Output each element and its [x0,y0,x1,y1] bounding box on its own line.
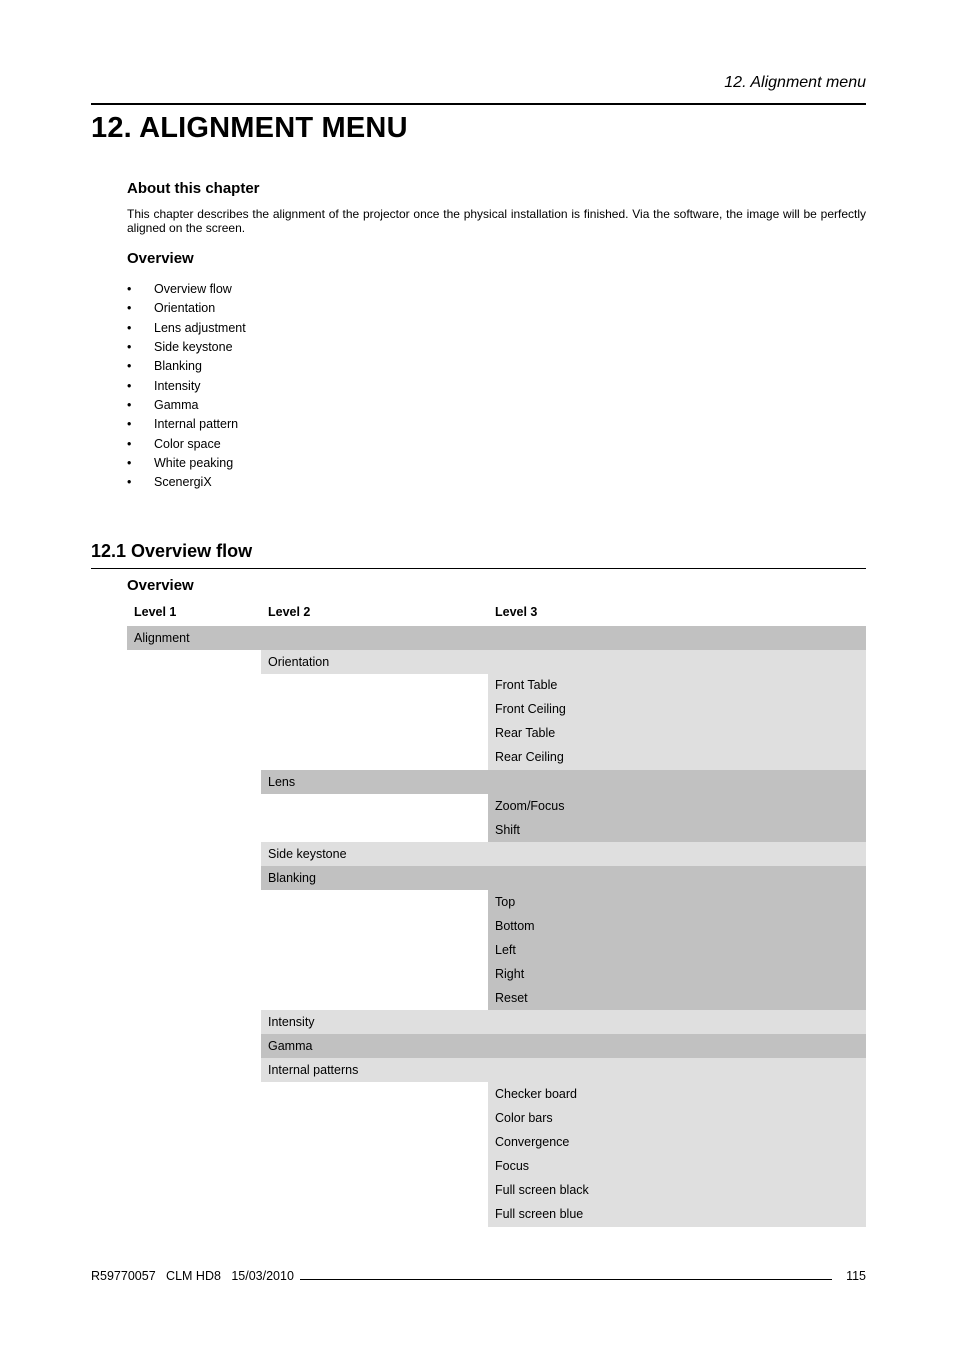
column-header-level2: Level 2 [268,605,311,619]
list-item [127,377,246,396]
level2-side-keystone: Side keystone [268,847,347,861]
section-rule [91,568,866,569]
section-title: 12.1 Overview flow [91,541,253,561]
about-text: This chapter describes the alignment of the projector once the physical installation is finished. Via the software, the image will be perfectly aligned on the screen. [127,207,866,235]
footer-rule [300,1279,832,1280]
column-header-level3: Level 3 [495,605,538,619]
bullet-icon: • [127,320,132,335]
level2-orientation: Orientation [268,655,330,669]
list-item [127,280,246,299]
flow-heading: Overview [127,577,194,594]
list-item [127,319,246,338]
level2-lens: Lens [268,775,296,789]
list-item [127,454,246,473]
level3-item: Left [495,943,516,957]
bullet-icon: • [127,378,132,393]
list-item-label: Overview flow [154,282,232,296]
band-lens [261,770,866,794]
level2-internal-patterns: Internal patterns [268,1063,359,1077]
page-number: 115 [846,1269,866,1283]
list-item [127,338,246,357]
bullet-icon: • [127,359,132,374]
bullet-icon: • [127,436,132,451]
about-heading: About this chapter [127,180,260,197]
band-blanking [261,866,866,890]
chapter-title: 12. ALIGNMENT MENU [91,112,408,144]
bullet-icon: • [127,417,132,432]
level3-item: Reset [495,991,528,1005]
level3-item: Zoom/Focus [495,799,565,813]
level3-item: Rear Ceiling [495,750,564,764]
list-item-label: Blanking [154,359,202,374]
list-item-label: Internal pattern [154,417,239,432]
bullet-icon: • [127,340,132,355]
level3-item: Full screen blue [495,1207,584,1221]
list-item-label: Gamma [154,398,199,413]
level3-item: Top [495,895,516,909]
level3-item: Rear Table [495,726,556,740]
list-item [127,435,246,454]
list-item-label: ScenergiX [154,475,212,490]
level2-gamma: Gamma [268,1039,313,1053]
running-header: 12. Alignment menu [724,74,866,91]
level3-item: Shift [495,823,521,837]
level3-item: Full screen black [495,1183,589,1197]
list-item [127,396,246,415]
list-item-label: Side keystone [154,340,233,355]
overview-list [127,280,246,493]
level2-blanking: Blanking [268,871,316,885]
level3-item: Checker board [495,1087,577,1101]
header-rule [91,103,866,105]
bullet-icon: • [127,475,132,490]
level3-item: Right [495,967,525,981]
band-gamma [261,1034,866,1058]
overview-flow-table [127,626,866,1227]
column-header-level1: Level 1 [134,605,177,619]
level2-intensity: Intensity [268,1015,315,1029]
list-item-label: Lens adjustment [154,320,246,335]
list-item [127,415,246,434]
level3-item: Focus [495,1159,530,1173]
band-side-keystone [261,842,866,866]
list-item-label: White peaking [154,456,234,471]
bullet-icon: • [127,456,132,471]
list-item [127,357,246,376]
bullet-icon: • [127,282,132,296]
level1-alignment: Alignment [134,631,190,645]
footer-doc-ref: R59770057 CLM HD8 15/03/2010 [91,1269,294,1283]
overview-heading: Overview [127,250,194,267]
band-blanking-items [488,890,866,1010]
list-item [127,299,246,318]
bullet-icon: • [127,398,132,413]
list-item-label: Intensity [154,378,201,393]
band-intensity [261,1010,866,1034]
list-item [127,473,246,492]
level3-item: Color bars [495,1111,553,1125]
level3-item: Front Ceiling [495,702,566,716]
band-orientation [261,650,866,674]
list-item-label: Orientation [154,301,216,316]
band-alignment [127,626,866,650]
level3-item: Convergence [495,1135,570,1149]
bullet-icon: • [127,301,132,316]
list-item-label: Color space [154,436,221,451]
level3-item: Front Table [495,678,558,692]
level3-item: Bottom [495,919,535,933]
